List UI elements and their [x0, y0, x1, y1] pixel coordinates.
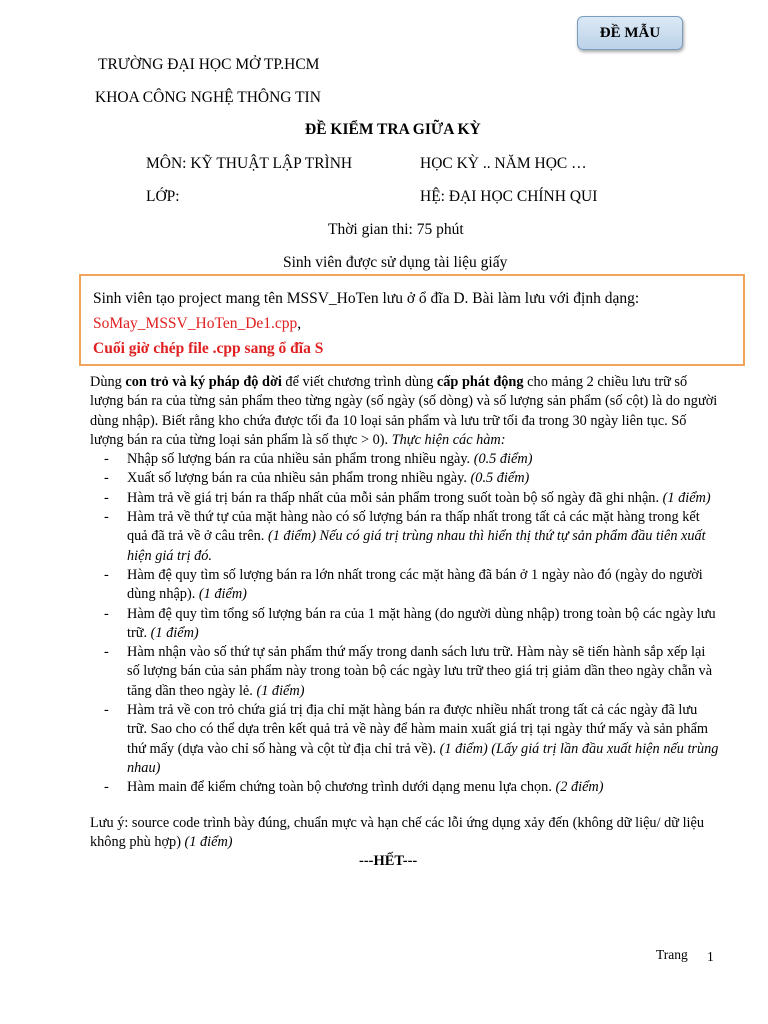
submission-notice-box	[79, 274, 745, 366]
task-text: Hàm trả về thứ tự của mặt hàng nào có số lượng bán ra thấp nhất trong tất cả các mặt hàng trong kết quả đã trả về ở câu trên.	[127, 509, 700, 545]
task-item: - Hàm đệ quy tìm số lượng bán ra lớn nhất trong các mặt hàng đã bán ở 1 ngày nào đó (ngày do người dùng nhập). (1 điểm)	[104, 566, 703, 603]
notice-copy-instruction: Cuối giờ chép file .cpp sang ổ đĩa S	[93, 340, 324, 357]
task-points: (1 điểm)	[662, 489, 711, 506]
task-item: - Hàm đệ quy tìm tổng số lượng bán ra của 1 mặt hàng (do người dùng nhập) trong toàn bộ các ngày lưu trữ. (1 điểm)	[104, 605, 716, 641]
exam-body	[90, 373, 720, 798]
task-text: Xuất số lượng bán ra của nhiều sản phẩm trong nhiều ngày.	[127, 470, 471, 487]
task-text: Hàm đệ quy tìm số lượng bán ra lớn nhất trong các mặt hàng đã bán ở 1 ngày nào đó (ngày do người dùng nhập).	[127, 566, 703, 603]
materials-label: Sinh viên được sử dụng tài liệu giấy	[283, 254, 508, 271]
task-points: (1 điểm)	[150, 624, 199, 641]
task-points: (1 điểm) Nếu có giá trị trùng nhau thì hiển thị thứ tự sản phẩm đầu tiên xuất hiện giá trị đó.	[127, 528, 706, 564]
class-label: LỚP:	[146, 188, 180, 205]
notice-filename-line	[93, 311, 743, 336]
intro-italic: Thực hiện các hàm:	[391, 431, 506, 448]
task-points: (0.5 điểm)	[473, 451, 533, 468]
task-item: - Hàm trả về giá trị bán ra thấp nhất của mỗi sản phẩm trong suốt toàn bộ số ngày đã ghi nhận. (1 điểm)	[104, 489, 711, 506]
note-text: Lưu ý: source code trình bày đúng, chuẩn mực và hạn chế các lỗi ứng dụng xảy đến (không dữ liệu/ dữ liệu không phù hợp)	[90, 815, 705, 851]
task-text: Hàm đệ quy tìm tổng số lượng bán ra của 1 mặt hàng (do người dùng nhập) trong toàn bộ các ngày lưu trữ.	[127, 605, 716, 641]
task-text: Hàm main để kiểm chứng toàn bộ chương trình dưới dạng menu lựa chọn.	[127, 779, 556, 796]
task-item: - Hàm trả về thứ tự của mặt hàng nào có số lượng bán ra thấp nhất trong tất cả các mặt hàng trong kết quả đã trả về ở câu trên. (1 điểm) Nếu có giá trị trùng nhau thì hiển thị thứ tự sản phẩm đầu tiên xuất hiện giá trị đó.	[104, 509, 706, 564]
task-item: - Hàm nhận vào số thứ tự sản phẩm thứ mấy trong danh sách lưu trữ. Hàm này sẽ tiến hành sắp xếp lại số lượng bán của sản phẩm này trong toàn bộ các ngày lưu trữ theo giá trị giảm dần theo ngày chẵn và tăng dần theo ngày lẻ. (1 điểm)	[104, 644, 713, 699]
task-item: - Hàm main để kiểm chứng toàn bộ chương trình dưới dạng menu lựa chọn. (2 điểm)	[104, 779, 604, 796]
grading-note	[90, 814, 720, 853]
notice-filename-suffix: ,	[297, 315, 302, 332]
task-points: (1 điểm) (Lấy giá trị lần đầu xuất hiện nếu trùng nhau)	[127, 740, 719, 776]
task-text: Hàm nhận vào số thứ tự sản phẩm thứ mấy trong danh sách lưu trữ. Hàm này sẽ tiến hành sắp xếp lại số lượng bán của sản phẩm này trong toàn bộ các ngày lưu trữ theo giá trị giảm dần theo ngày chẵn và tăng dần theo ngày lẻ.	[127, 644, 713, 699]
notice-line-1: Sinh viên tạo project mang tên MSSV_HoTen lưu ở ổ đĩa D. Bài làm lưu với định dạng:	[93, 290, 640, 307]
task-item: - Xuất số lượng bán ra của nhiều sản phẩm trong nhiều ngày. (0.5 điểm)	[104, 470, 530, 487]
task-points: (1 điểm)	[256, 682, 305, 699]
task-points: (1 điểm)	[198, 586, 247, 603]
intro-text-3: cho mảng 2 chiều lưu trữ số lượng bán ra của từng sản phẩm theo từng ngày (số ngày (số dòng) và số lượng sản phẩm (số cột) là do người dùng nhập). Biết rằng kho chứa được tối đa 10 loại sản phẩm và lưu trữ tối đa trong 30 ngày liên tục. Số lượng bán ra của từng loại sản phẩm là số thực > 0).	[90, 374, 718, 448]
intro-bold-1: con trỏ và ký pháp độ dời	[125, 374, 282, 390]
task-points: (2 điểm)	[555, 779, 604, 796]
task-points: (0.5 điểm)	[470, 470, 530, 487]
task-item: - Nhập số lượng bán ra của nhiều sản phẩm trong nhiều ngày. (0.5 điểm)	[104, 451, 533, 468]
task-list	[90, 450, 720, 797]
intro-bold-2: cấp phát động	[436, 374, 524, 390]
exam-title: ĐỀ KIỂM TRA GIỮA KỲ	[305, 121, 481, 138]
page-number: 1	[707, 949, 714, 964]
notice-filename: SoMay_MSSV_HoTen_De1.cpp	[93, 315, 298, 332]
task-text: Nhập số lượng bán ra của nhiều sản phẩm trong nhiều ngày.	[127, 451, 474, 468]
page-label: Trang	[656, 947, 688, 962]
intro-text-2: để viết chương trình dùng	[281, 374, 437, 390]
system-label: HỆ: ĐẠI HỌC CHÍNH QUI	[420, 188, 598, 205]
subject-label: MÔN: KỸ THUẬT LẬP TRÌNH	[146, 155, 353, 172]
faculty-name: KHOA CÔNG NGHỆ THÔNG TIN	[95, 89, 321, 106]
task-text: Hàm trả về giá trị bán ra thấp nhất của mỗi sản phẩm trong suốt toàn bộ số ngày đã ghi nhận.	[127, 489, 663, 506]
intro-text-1: Dùng	[90, 374, 126, 390]
duration-label: Thời gian thi: 75 phút	[328, 221, 464, 238]
semester-label: HỌC KỲ .. NĂM HỌC …	[420, 155, 587, 172]
task-text: Hàm trả về con trỏ chứa giá trị địa chỉ mặt hàng bán ra được nhiều nhất trong tất cả các ngày đã lưu trữ. Sao cho có thể dựa trên kết quả trả về này để hàm main xuất giá trị tại ngày thứ mấy và sản phẩm thứ mấy (dựa vào chỉ số hàng và cột từ địa chỉ trả về).	[127, 702, 709, 757]
intro-paragraph	[90, 373, 720, 450]
end-mark: ---HẾT---	[359, 853, 418, 869]
note-points: (1 điểm)	[184, 834, 233, 851]
sample-exam-badge: ĐỀ MẪU	[577, 16, 683, 50]
task-item: - Hàm trả về con trỏ chứa giá trị địa chỉ mặt hàng bán ra được nhiều nhất trong tất cả các ngày đã lưu trữ. Sao cho có thể dựa trên kết quả trả về này để hàm main xuất giá trị tại ngày thứ mấy và sản phẩm thứ mấy (dựa vào chỉ số hàng và cột từ địa chỉ trả về). (1 điểm) (Lấy giá trị lần đầu xuất hiện nếu trùng nhau)	[104, 702, 719, 776]
school-name: TRƯỜNG ĐẠI HỌC MỞ TP.HCM	[98, 56, 320, 73]
